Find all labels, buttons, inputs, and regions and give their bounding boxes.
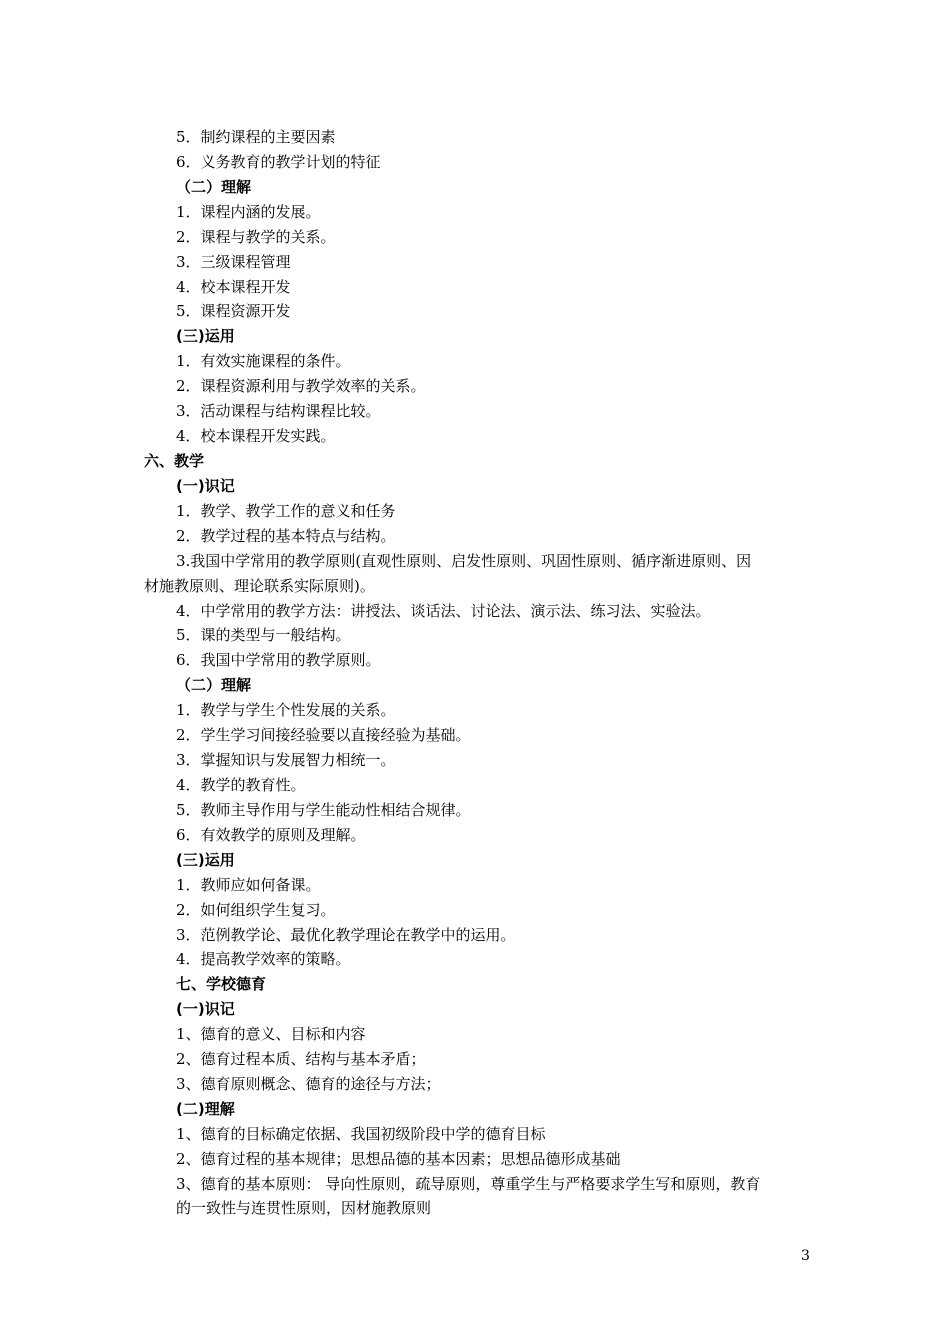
text-line: 6．我国中学常用的教学原则。 [176, 651, 381, 669]
text-line: 6．有效教学的原则及理解。 [176, 826, 366, 844]
section-heading: (一)识记 [176, 1000, 235, 1018]
section-heading: (一)识记 [176, 477, 235, 495]
section-heading: （二）理解 [176, 178, 252, 196]
text-line: 3．范例教学论、最优化教学理论在教学中的运用。 [176, 926, 516, 944]
section-heading: （二）理解 [176, 676, 252, 694]
text-line: 3、德育原则概念、德育的途径与方法； [176, 1075, 441, 1093]
text-line: 材施教原则、理论联系实际原则)。 [144, 577, 375, 595]
text-line: 3．掌握知识与发展智力相统一。 [176, 751, 396, 769]
text-line: 1、德育的意义、目标和内容 [176, 1025, 366, 1043]
text-line: 2．课程与教学的关系。 [176, 228, 336, 246]
text-line: 3．三级课程管理 [176, 253, 291, 271]
text-line: 1．教学与学生个性发展的关系。 [176, 701, 396, 719]
text-line: 2、德育过程本质、结构与基本矛盾； [176, 1050, 426, 1068]
text-line: 4．校本课程开发 [176, 278, 291, 296]
page-number: 3 [801, 1248, 810, 1264]
text-line: 2．学生学习间接经验要以直接经验为基础。 [176, 726, 471, 744]
section-heading: (三)运用 [176, 327, 235, 345]
chapter-heading: 七、学校德育 [176, 975, 267, 993]
text-line: 3、德育的基本原则： 导向性原则，疏导原则，尊重学生与严格要求学生写和原则，教育 [176, 1175, 761, 1193]
text-line: 2、德育过程的基本规律；思想品德的基本因素；思想品德形成基础 [176, 1150, 621, 1168]
text-line: 5．课的类型与一般结构。 [176, 626, 351, 644]
text-line: 4．中学常用的教学方法：讲授法、谈话法、讨论法、演示法、练习法、实验法。 [176, 602, 711, 620]
section-heading: (三)运用 [176, 851, 235, 869]
text-line: 1．课程内涵的发展。 [176, 203, 321, 221]
text-line: 2．教学过程的基本特点与结构。 [176, 527, 396, 545]
text-line: 5．课程资源开发 [176, 302, 291, 320]
text-line: 1、德育的目标确定依据、我国初级阶段中学的德育目标 [176, 1125, 546, 1143]
text-line: 4．教学的教育性。 [176, 776, 306, 794]
text-line: 1．有效实施课程的条件。 [176, 352, 351, 370]
text-line: 2．课程资源利用与教学效率的关系。 [176, 377, 426, 395]
text-line: 3.我国中学常用的教学原则(直观性原则、启发性原则、巩固性原则、循序渐进原则、因 [176, 552, 752, 570]
text-line: 的一致性与连贯性原则，因材施教原则 [176, 1199, 432, 1217]
text-line: 1．教学、教学工作的意义和任务 [176, 502, 396, 520]
chapter-heading: 六、教学 [144, 452, 205, 470]
text-line: 6．义务教育的教学计划的特征 [176, 153, 381, 171]
text-line: 5．制约课程的主要因素 [176, 128, 336, 146]
text-line: 3．活动课程与结构课程比较。 [176, 402, 381, 420]
text-line: 1．教师应如何备课。 [176, 876, 321, 894]
section-heading: (二)理解 [176, 1100, 235, 1118]
text-line: 2．如何组织学生复习。 [176, 901, 336, 919]
text-line: 4．提高教学效率的策略。 [176, 950, 351, 968]
text-line: 5．教师主导作用与学生能动性相结合规律。 [176, 801, 471, 819]
text-line: 4．校本课程开发实践。 [176, 427, 336, 445]
